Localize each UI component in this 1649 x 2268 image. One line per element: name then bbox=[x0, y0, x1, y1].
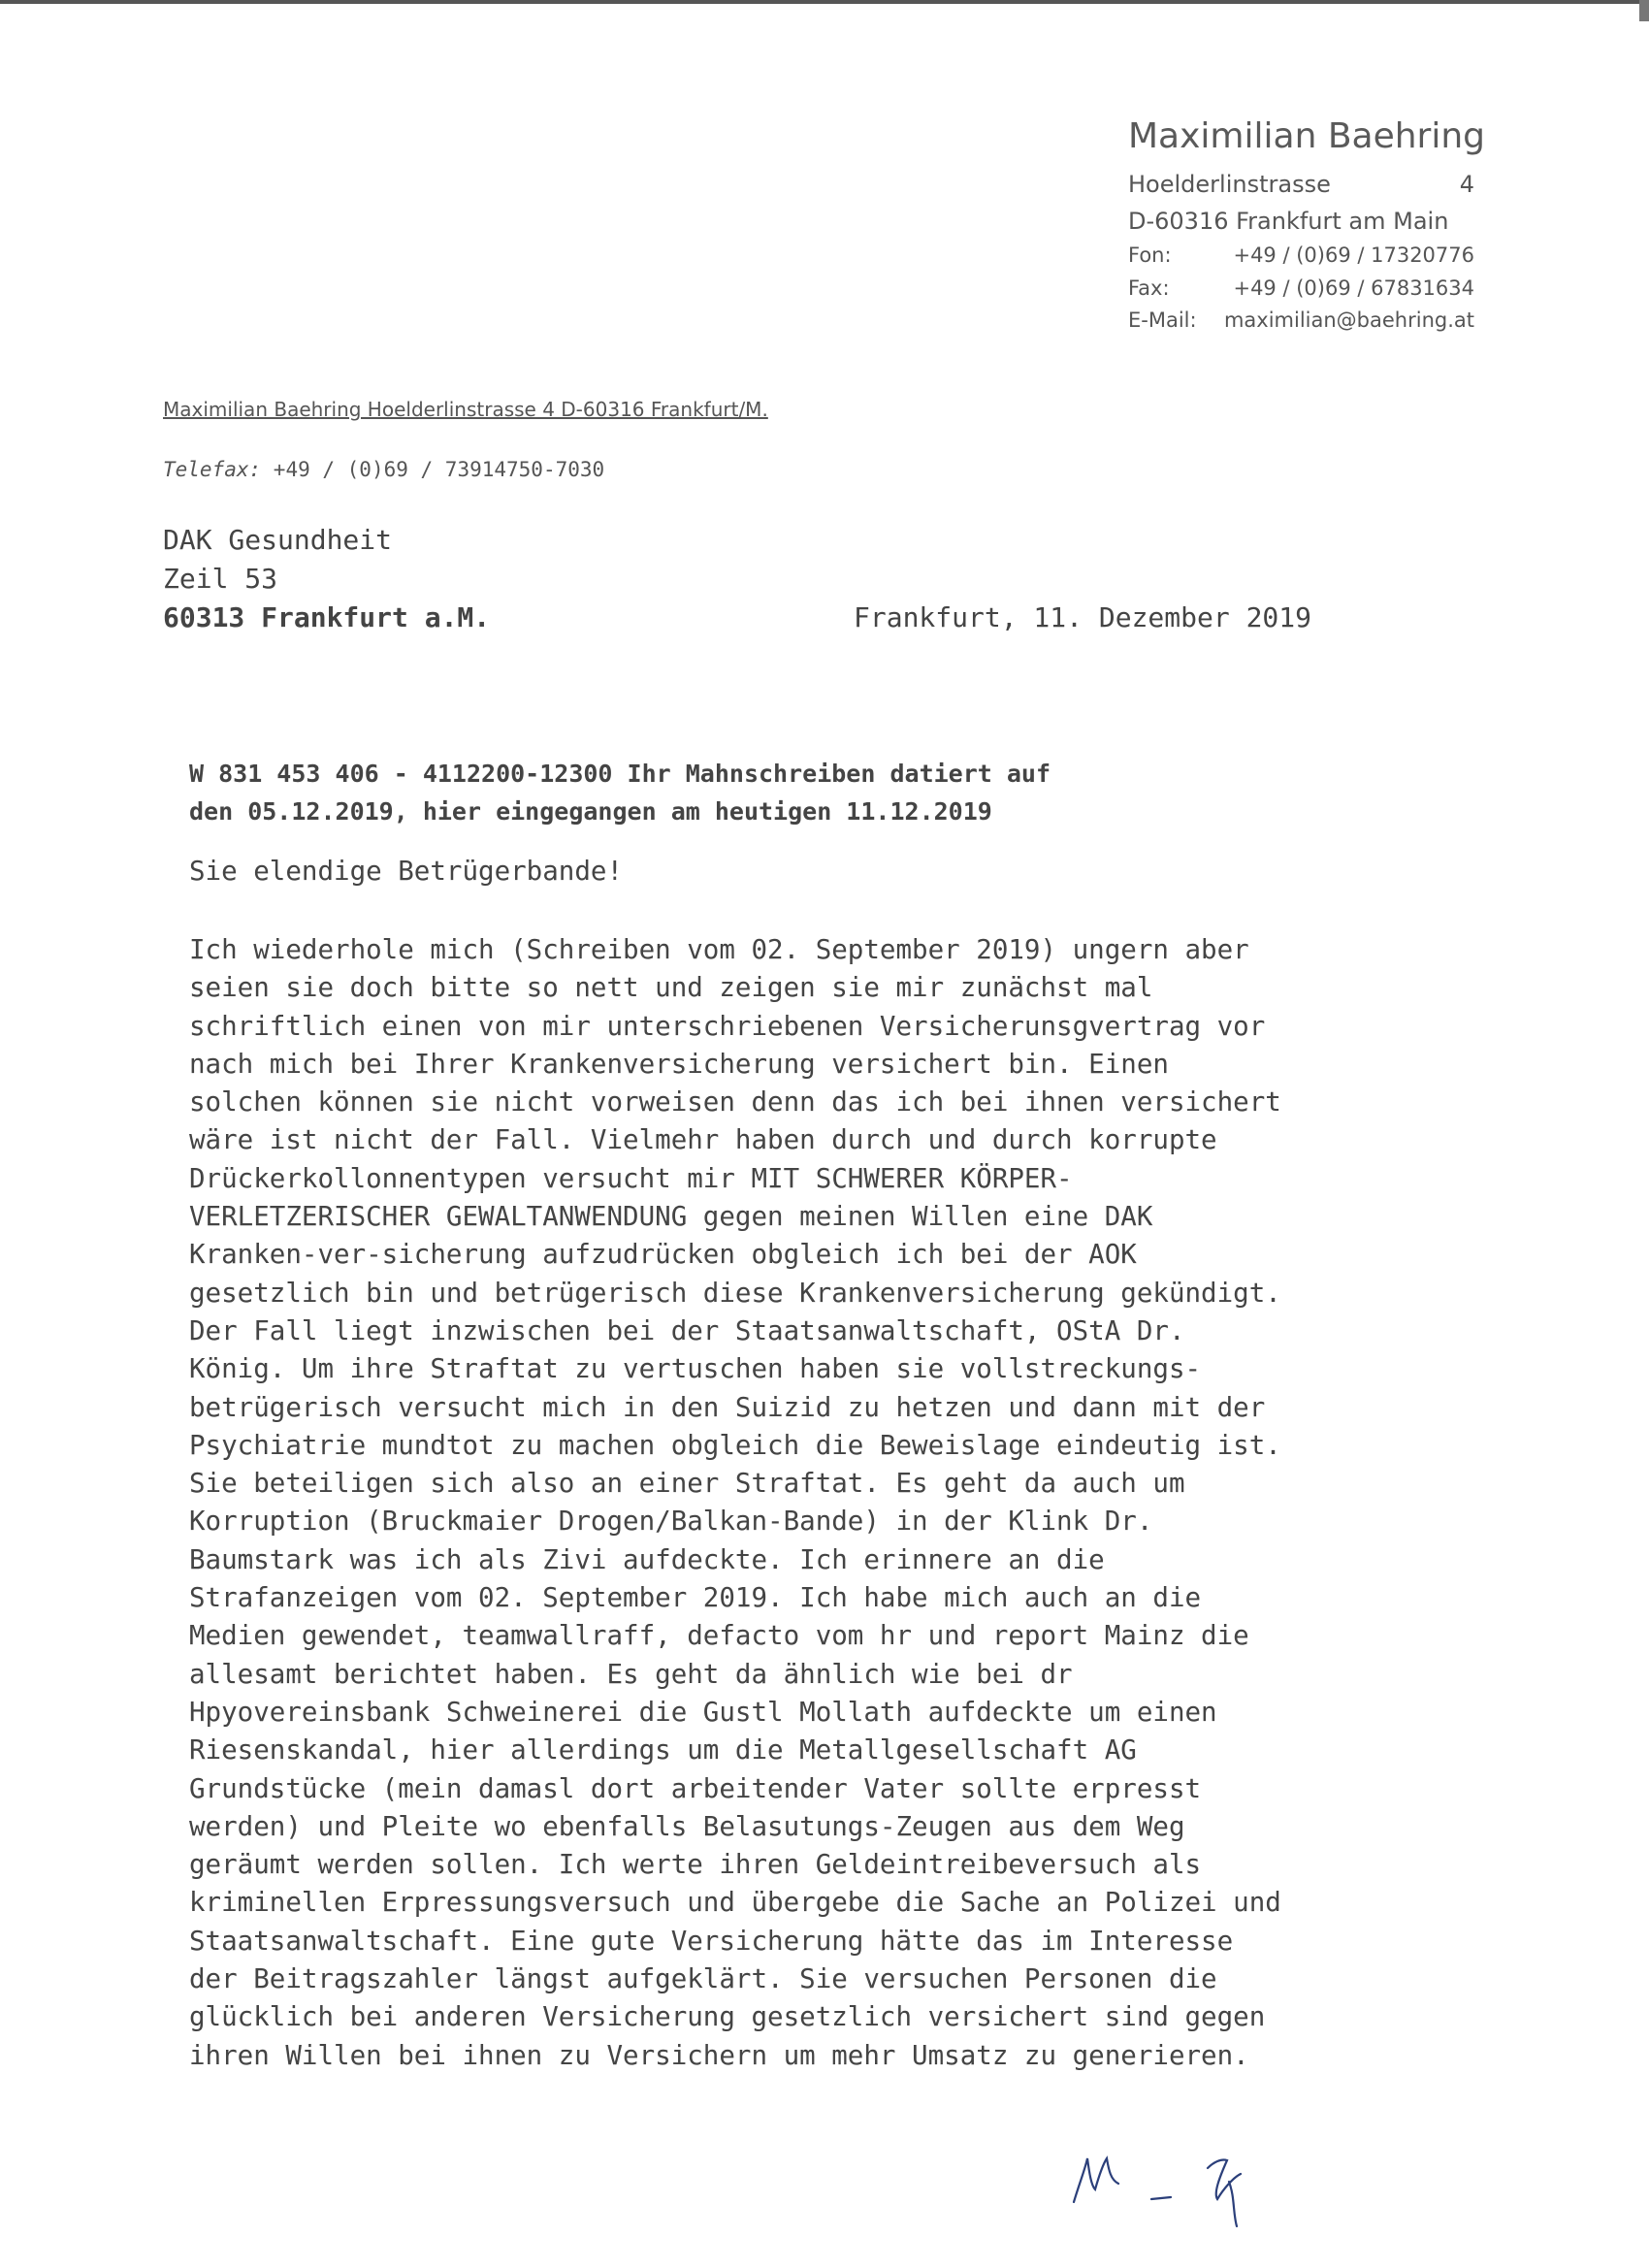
scan-edge-right bbox=[1639, 0, 1649, 21]
telefax-line bbox=[163, 458, 604, 481]
handwritten-signature-icon bbox=[1062, 2129, 1334, 2236]
sender-name: Maximilian Baehring bbox=[1128, 116, 1486, 156]
fax-label: Fax: bbox=[1128, 276, 1170, 300]
phone-value: +49 / (0)69 / 17320776 bbox=[1233, 243, 1474, 267]
recipient-line-2: Zeil 53 bbox=[163, 563, 278, 595]
letter-body: Ich wiederhole mich (Schreiben vom 02. September 2019) ungern aber seien sie doch bitte so nett und zeigen sie mir zunächst mal schriftlich einen von mir unterschriebenen Versicherunsgvertrag vor nach mich bei Ihrer Krankenversicherung versichert bin. Einen solchen können sie nicht vorweisen denn das ich bei ihnen versichert wäre ist nicht der Fall. Vielmehr haben durch und durch korrupte Drückerkollonnentypen versucht mir MIT SCHWERER KÖRPER- VERLETZERISCHER GEWALTANWENDUNG gegen meinen Willen eine DAK Kranken-ver-sicherung aufzudrücken obgleich ich bei der AOK gesetzlich bin und betrügerisch diese Krankenversicherung gekündigt. Der Fall liegt inzwischen bei der Staatsanwaltschaft, OStA Dr. König. Um ihre Straftat zu vertuschen haben sie vollstreckungs- betrügerisch versucht mich in den Suizid zu hetzen und dann mit der Psychiatrie mundtot zu machen obgleich die Beweislage eindeutig ist. Sie beteiligen sich also an einer Straftat. Es geht da auch um Korruption (Bruckmaier Drogen/Balkan-Bande) in der Klink Dr. Baumstark was ich als Zivi aufdeckte. Ich erinnere an die Strafanzeigen vom 02. September 2019. Ich habe mich auch an die Medien gewendet, teamwallraff, defacto vom hr und report Mainz die allesamt berichtet haben. Es geht da ähnlich wie bei dr Hpyovereinsbank Schweinerei die Gustl Mollath aufdeckte um einen Riesenskandal, hier allerdings um die Metallgesellschaft AG Grundstücke (mein damasl dort arbeitender Vater sollte erpresst werden) und Pleite wo ebenfalls Belasutungs-Zeugen aus dem Weg geräumt werden sollen. Ich werte ihren Geldeintreibeversuch als kriminellen Erpressungsversuch und übergebe die Sache an Polizei und Staatsanwaltschaft. Eine gute Versicherung hätte das im Interesse der Beitragszahler längst aufgeklärt. Sie versuchen Personen die glücklich bei anderen Versicherung gesetzlich versichert sind gegen ihren Willen bei ihnen zu Versichern um mehr Umsatz zu generieren. bbox=[189, 934, 1281, 2071]
telefax-value: +49 / (0)69 / 73914750-7030 bbox=[261, 458, 605, 481]
sender-fax-row bbox=[1128, 276, 1474, 300]
sender-street-line bbox=[1128, 171, 1474, 198]
date-line: Frankfurt, 11. Dezember 2019 bbox=[854, 601, 1312, 633]
subject-line-2: den 05.12.2019, hier eingegangen am heutigen 11.12.2019 bbox=[189, 797, 992, 826]
subject bbox=[189, 755, 1051, 830]
email-value: maximilian@baehring.at bbox=[1223, 308, 1474, 332]
return-address: Maximilian Baehring Hoelderlinstrasse 4 D-60316 Frankfurt/M. bbox=[163, 398, 768, 421]
recipient-line-1: DAK Gesundheit bbox=[163, 524, 393, 556]
scan-edge-top bbox=[0, 0, 1649, 4]
sender-street: Hoelderlinstrasse bbox=[1128, 171, 1331, 198]
telefax-label: Telefax: bbox=[163, 458, 262, 481]
sender-house-number: 4 bbox=[1459, 171, 1474, 198]
greeting: Sie elendige Betrügerbande! bbox=[189, 856, 624, 887]
sender-city: D-60316 Frankfurt am Main bbox=[1128, 208, 1449, 235]
sender-email-row bbox=[1128, 308, 1474, 332]
sender-phone-row bbox=[1128, 243, 1474, 267]
recipient-line-3: 60313 Frankfurt a.M. bbox=[163, 601, 491, 633]
email-label: E-Mail: bbox=[1128, 308, 1197, 332]
subject-line-1: W 831 453 406 - 4112200-12300 Ihr Mahnschreiben datiert auf bbox=[189, 760, 1051, 788]
phone-label: Fon: bbox=[1128, 243, 1172, 267]
fax-value: +49 / (0)69 / 67831634 bbox=[1233, 276, 1474, 300]
